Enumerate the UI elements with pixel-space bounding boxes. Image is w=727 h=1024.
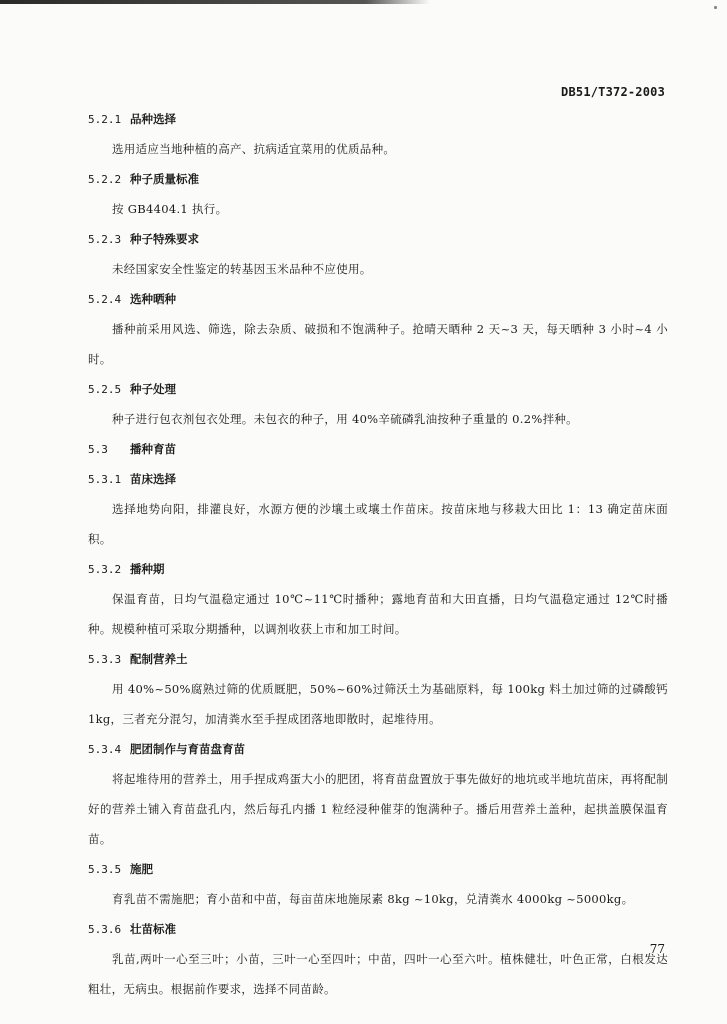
section-number: 5.2.5 bbox=[88, 383, 122, 396]
section-heading bbox=[88, 284, 668, 314]
section-heading bbox=[88, 914, 668, 944]
section-heading bbox=[88, 644, 668, 674]
section-title: 肥团制作与育苗盘育苗 bbox=[130, 742, 245, 756]
section-number: 5.3 bbox=[88, 443, 108, 456]
section-heading bbox=[88, 734, 668, 764]
document-code: DB51/T372-2003 bbox=[561, 85, 665, 99]
scan-edge-mark bbox=[0, 0, 430, 4]
section-heading bbox=[88, 164, 668, 194]
section-number: 5.2.3 bbox=[88, 233, 122, 246]
section-heading bbox=[88, 224, 668, 254]
section-title: 播种期 bbox=[130, 562, 165, 576]
section-heading bbox=[88, 374, 668, 404]
section-paragraph: 按 GB4404.1 执行。 bbox=[112, 202, 228, 216]
section-paragraph: 用 40%~50%腐熟过筛的优质厩肥，50%~60%过筛沃土为基础原料，每 100kg 料土加过筛的过磷酸钙 1kg，三者充分混匀，加清粪水至手捏成团落地即散时，起堆待用。 bbox=[88, 682, 668, 726]
section-title: 选种晒种 bbox=[130, 292, 176, 306]
scan-speck bbox=[714, 6, 717, 9]
section-title: 种子质量标准 bbox=[130, 172, 199, 186]
section-paragraph: 乳苗,两叶一心至三叶；小苗，三叶一心至四叶；中苗，四叶一心至六叶。植株健壮，叶色正常，白根发达粗壮，无病虫。根据前作要求，选择不同苗龄。 bbox=[88, 952, 668, 996]
section-title: 配制营养土 bbox=[130, 652, 188, 666]
section-title: 种子处理 bbox=[130, 382, 176, 396]
section-paragraph: 将起堆待用的营养土，用手捏成鸡蛋大小的肥团，将育苗盘置放于事先做好的地坑或半地坑苗床，再将配制好的营养土铺入育苗盘孔内，然后每孔内播 1 粒经浸种催芽的饱满种子。播后用营养土盖种，起拱盖膜保温育苗。 bbox=[88, 772, 668, 846]
section-heading bbox=[88, 464, 668, 494]
section-title: 播种育苗 bbox=[130, 442, 176, 456]
section-paragraph: 育乳苗不需施肥；育小苗和中苗，每亩苗床地施尿素 8kg ~10kg，兑清粪水 4000kg ~5000kg。 bbox=[112, 892, 634, 906]
section-number: 5.3.2 bbox=[88, 563, 122, 576]
section-heading bbox=[88, 554, 668, 584]
section-paragraph: 种子进行包衣剂包衣处理。未包衣的种子，用 40%辛硫磷乳油按种子重量的 0.2%拌种。 bbox=[112, 412, 578, 426]
section-number: 5.3.1 bbox=[88, 473, 122, 486]
section-title: 种子特殊要求 bbox=[130, 232, 199, 246]
section-number: 5.3.4 bbox=[88, 743, 122, 756]
section-title: 苗床选择 bbox=[130, 472, 176, 486]
page-number: 77 bbox=[649, 942, 665, 956]
section-number: 5.2.4 bbox=[88, 293, 122, 306]
section-heading bbox=[88, 104, 668, 134]
section-title: 施肥 bbox=[130, 862, 153, 876]
section-title: 壮苗标准 bbox=[130, 922, 176, 936]
section-number: 5.2.2 bbox=[88, 173, 122, 186]
section-heading bbox=[88, 854, 668, 884]
section-heading bbox=[88, 434, 668, 464]
document-body bbox=[88, 104, 668, 1004]
section-paragraph: 播种前采用风选、筛选，除去杂质、破损和不饱满种子。抢晴天晒种 2 天~3 天，每天晒种 3 小时~4 小时。 bbox=[88, 322, 668, 366]
section-number: 5.3.3 bbox=[88, 653, 122, 666]
section-paragraph: 选择地势向阳，排灌良好，水源方便的沙壤土或壤土作苗床。按苗床地与移栽大田比 1：13 确定苗床面积。 bbox=[88, 502, 668, 546]
section-title: 品种选择 bbox=[130, 112, 176, 126]
section-number: 5.3.6 bbox=[88, 923, 122, 936]
section-paragraph: 未经国家安全性鉴定的转基因玉米品种不应使用。 bbox=[112, 262, 372, 276]
section-paragraph: 保温育苗，日均气温稳定通过 10℃~11℃时播种；露地育苗和大田直播，日均气温稳定通过 12℃时播种。规模种植可采取分期播种，以调剂收获上市和加工时间。 bbox=[88, 592, 668, 636]
section-number: 5.3.5 bbox=[88, 863, 122, 876]
section-paragraph: 选用适应当地种植的高产、抗病适宜菜用的优质品种。 bbox=[112, 142, 396, 156]
section-number: 5.2.1 bbox=[88, 113, 122, 126]
